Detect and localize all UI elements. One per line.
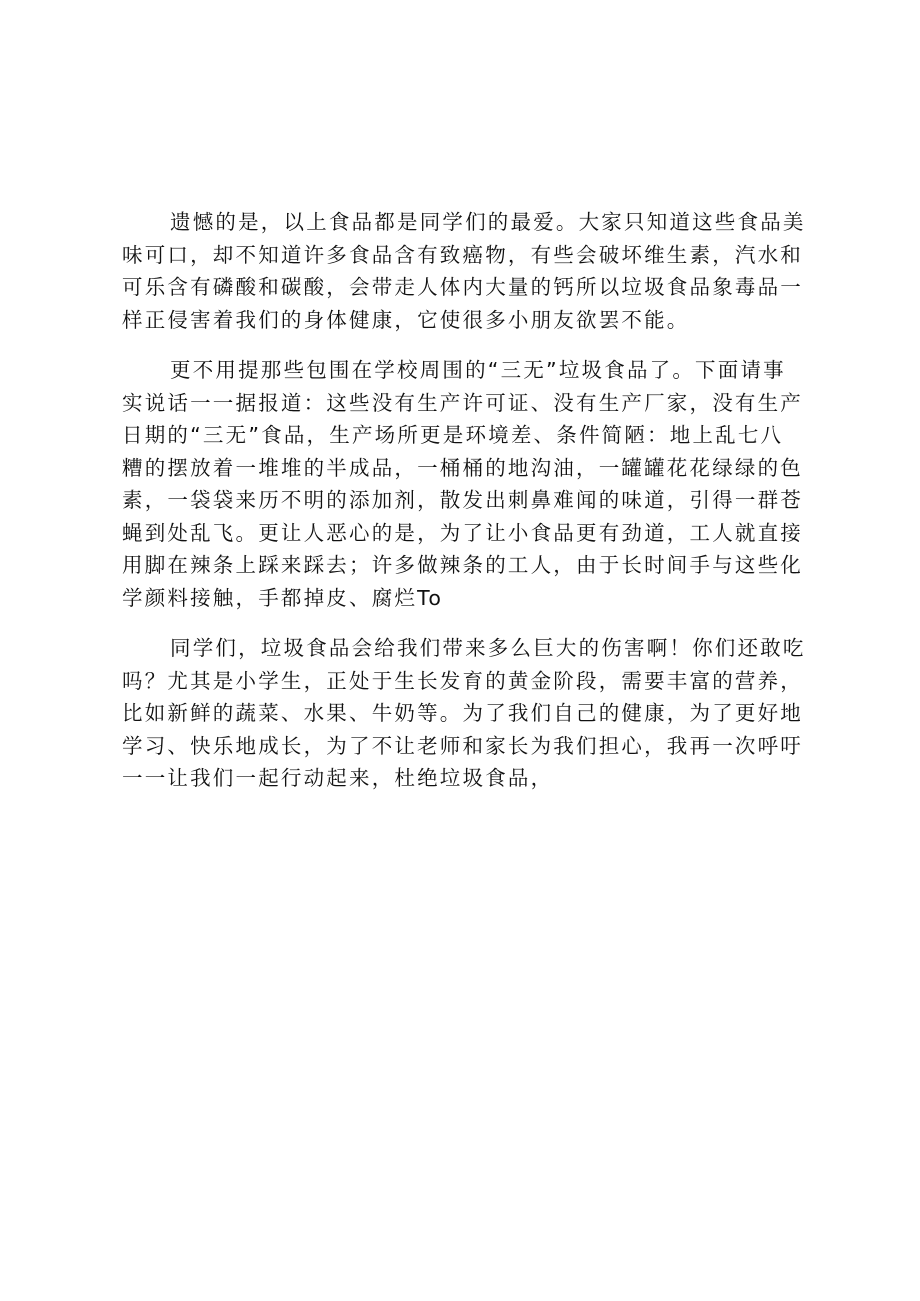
text-line: 糟的摆放着一堆堆的半成品，一桶桶的地沟油，一罐罐花花绿绿的色 bbox=[122, 455, 803, 480]
text-line: 味可口，却不知道许多食品含有致癌物，有些会破坏维生素，汽水和 bbox=[122, 242, 803, 267]
paragraph-3 bbox=[122, 632, 822, 795]
text-line: 素，一袋袋来历不明的添加剂，散发出刺鼻难闻的味道，引得一群苍 bbox=[122, 488, 803, 512]
text-line: 遗憾的是，以上食品都是同学们的最爱。大家只知道这些食品美 bbox=[170, 210, 806, 234]
text-line: 蝇到处乱飞。更让人恶心的是，为了让小食品更有劲道，工人就直接 bbox=[122, 520, 803, 545]
text-line: 实说话一一据报道：这些没有生产许可证、没有生产厂家，没有生产 bbox=[122, 390, 803, 415]
text-line: 更不用提那些包围在学校周围的“三无”垃圾食品了。下面请事 bbox=[170, 358, 786, 382]
text-line: 学颜料接触，手都掉皮、腐烂To bbox=[122, 585, 444, 610]
text-line: 日期的“三无”食品，生产场所更是环境差、条件简陋：地上乱七八 bbox=[122, 423, 784, 447]
text-line: 样正侵害着我们的身体健康，它使很多小朋友欲罢不能。 bbox=[122, 307, 690, 332]
text-line: 吗？尤其是小学生，正处于生长发育的黄金阶段，需要丰富的营养， bbox=[122, 668, 803, 693]
text-line: 同学们，垃圾食品会给我们带来多么巨大的伤害啊！你们还敢吃 bbox=[170, 636, 806, 660]
paragraph-2 bbox=[122, 354, 822, 614]
text-line: 用脚在辣条上踩来踩去；许多做辣条的工人，由于长时间手与这些化 bbox=[122, 553, 803, 577]
text-line: 比如新鲜的蔬菜、水果、牛奶等。为了我们自己的健康，为了更好地 bbox=[122, 701, 803, 725]
paragraph-1 bbox=[122, 206, 822, 336]
text-line: 一一让我们一起行动起来，杜绝垃圾食品， bbox=[122, 766, 554, 790]
text-line: 学习、快乐地成长，为了不让老师和家长为我们担心，我再一次呼吁 bbox=[122, 733, 803, 758]
text-line: 可乐含有磷酸和碳酸，会带走人体内大量的钙所以垃圾食品象毒品一 bbox=[122, 275, 803, 299]
document-body bbox=[122, 206, 822, 813]
